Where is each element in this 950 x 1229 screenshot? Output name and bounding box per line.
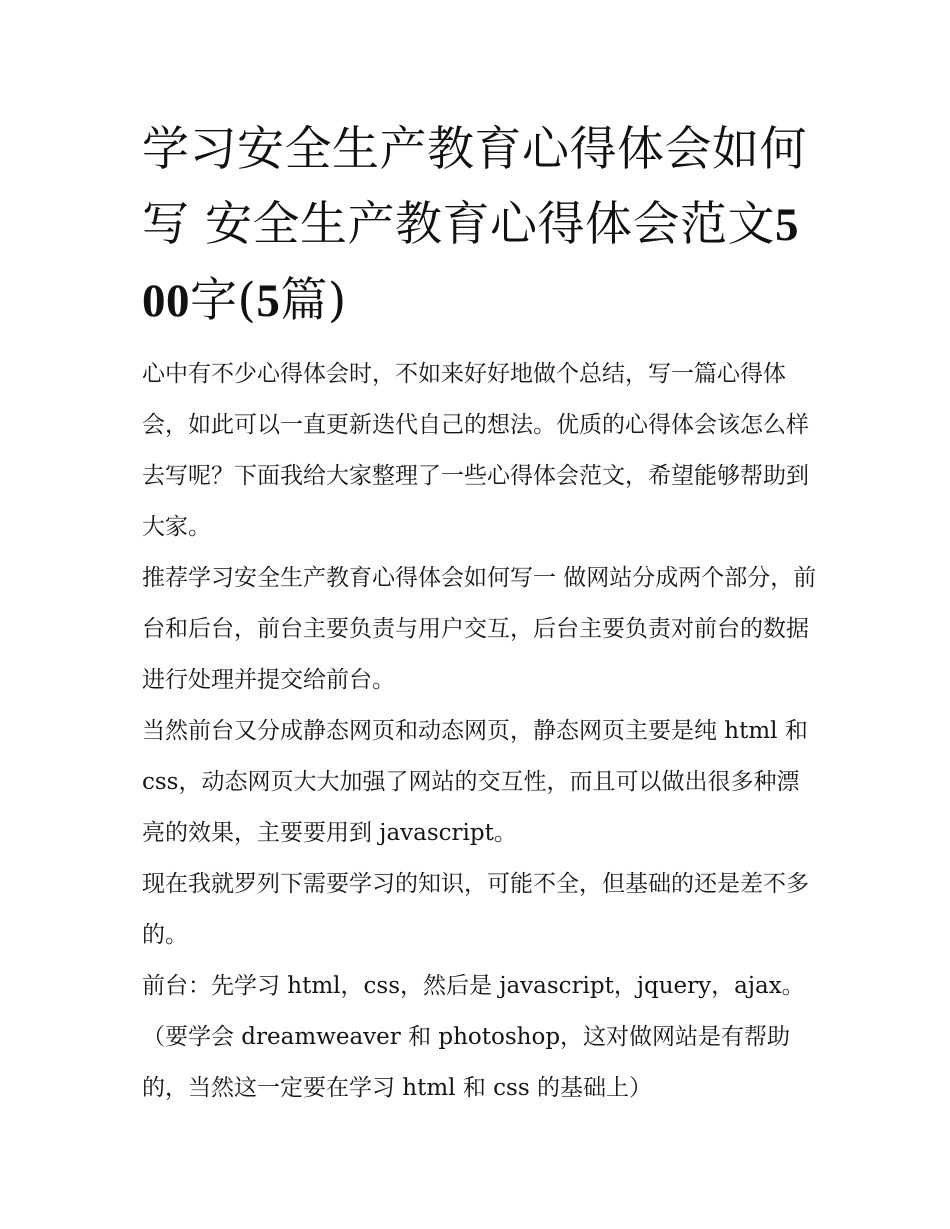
title-text: 学习安全生产教育心得体会如何写 安全生产教育心得体会范文 [142,122,807,252]
paragraph-intro: 心中有不少心得体会时，不如来好好地做个总结，写一篇心得体会，如此可以一直更新迭代自己的想法。优质的心得体会该怎么样去写呢？下面我给大家整理了一些心得体会范文，希望能够帮助到大家。 [142,361,809,540]
title-unit: 字( [190,273,257,328]
paragraph-knowledge-list: 现在我就罗列下需要学习的知识，可能不全，但基础的还是差不多的。 [142,871,809,948]
paragraph-frontend-types: 当然前台又分成静态网页和动态网页，静态网页主要是纯 html 和 css，动态网页大大加强了网站的交互性，而且可以做出很多种漂亮的效果，主要要用到 javascript。 [142,718,808,846]
title-count: 5 [256,275,281,327]
document-page [142,112,822,1114]
document-title [142,112,822,339]
title-suffix: 篇) [280,273,347,328]
paragraph-recommend: 推荐学习安全生产教育心得体会如何写一 做网站分成两个部分，前台和后台，前台主要负责与用户交互，后台主要负责对前台的数据进行处理并提交给前台。 [142,565,817,693]
document-body [142,349,822,1114]
paragraph-tools-note: （要学会 dreamweaver 和 photoshop，这对做网站是有帮助的，当然这一定要在学习 html 和 css 的基础上） [142,1024,791,1101]
title-number: 500 [142,199,799,327]
paragraph-frontend-skills: 前台：先学习 html，css，然后是 javascript，jquery，ajax。 [142,973,805,999]
